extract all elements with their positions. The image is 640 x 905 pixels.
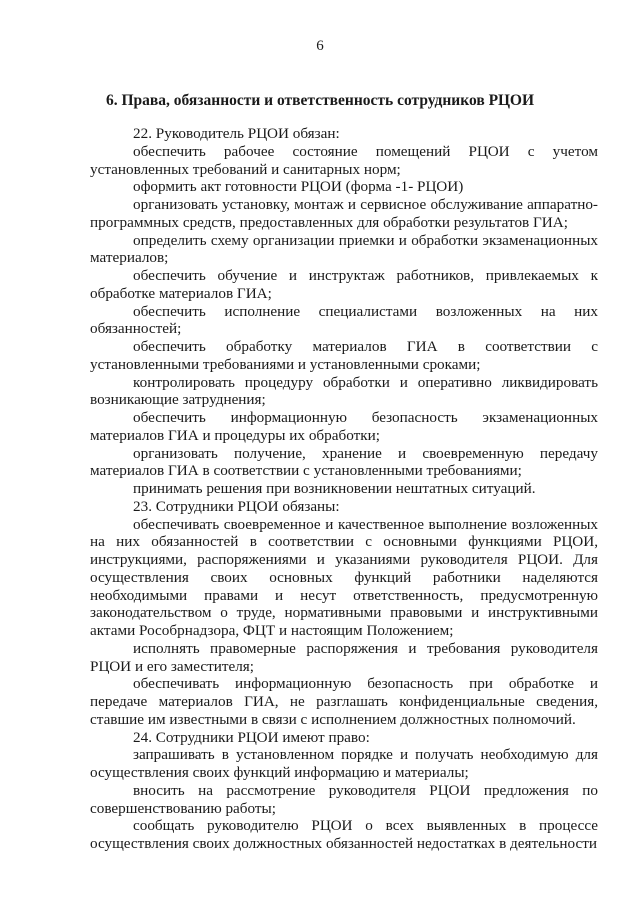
paragraph: обеспечить информационную безопасность экзаменационных материалов ГИА и процедуры их обработки; <box>90 409 598 444</box>
paragraph: обеспечить обучение и инструктаж работников, привлекаемых к обработке материалов ГИА; <box>90 267 598 302</box>
paragraph: организовать установку, монтаж и сервисное обслуживание аппаратно-программных средств, предоставленных для обработки результатов ГИА; <box>90 196 598 231</box>
paragraph: исполнять правомерные распоряжения и требования руководителя РЦОИ и его заместителя; <box>90 639 598 675</box>
paragraph: оформить акт готовности РЦОИ (форма -1- РЦОИ) <box>133 178 464 196</box>
paragraph: 24. Сотрудники РЦОИ имеют право: <box>133 728 370 746</box>
paragraph: сообщать руководителю РЦОИ о всех выявленных в процессе осуществления своих должностных обязанностей недостатках в деятельности <box>90 817 598 852</box>
paragraph: организовать получение, хранение и своевременную передачу материалов ГИА в соответствии с установленными требованиями; <box>90 444 598 480</box>
paragraph: вносить на рассмотрение руководителя РЦОИ предложения по совершенствованию работы; <box>90 781 598 817</box>
document-body <box>90 125 598 853</box>
paragraph: обеспечить рабочее состояние помещений РЦОИ с учетом установленных требований и санитарных норм; <box>90 142 598 178</box>
paragraph: обеспечить обработку материалов ГИА в соответствии с установленными требованиями и установленными сроками; <box>90 338 598 373</box>
paragraph: 23. Сотрудники РЦОИ обязаны: <box>133 497 340 515</box>
section-heading: 6. Права, обязанности и ответственность сотрудников РЦОИ <box>105 92 534 109</box>
paragraph: контролировать процедуру обработки и оперативно ликвидировать возникающие затруднения; <box>90 373 598 409</box>
paragraph: обеспечивать информационную безопасность при обработке и передаче материалов ГИА, не разглашать конфиденциальные сведения, ставшие им известными в связи с исполнением должностных полномочий. <box>90 675 598 728</box>
paragraph: определить схему организации приемки и обработки экзаменационных материалов; <box>90 231 598 267</box>
paragraph: обеспечивать своевременное и качественное выполнение возложенных на них обязанностей в соответствии с основными функциями РЦОИ, инструкциями, распоряжениями и указаниями руководителя РЦОИ. Для осуществления своих основных функций работники наделяются необходимыми правами и несут ответственность, предусмотренную законодательством о труде, нормативными правовыми и инструктивными актами Рособрнадзора, ФЦТ и настоящим Положением; <box>90 515 598 639</box>
paragraph: запрашивать в установленном порядке и получать необходимую для осуществления своих функций информацию и материалы; <box>90 746 598 781</box>
page-number: 6 <box>316 38 324 54</box>
paragraph: 22. Руководитель РЦОИ обязан: <box>133 125 340 142</box>
paragraph: обеспечить исполнение специалистами возложенных на них обязанностей; <box>90 302 598 338</box>
paragraph: принимать решения при возникновении нештатных ситуаций. <box>133 480 536 497</box>
